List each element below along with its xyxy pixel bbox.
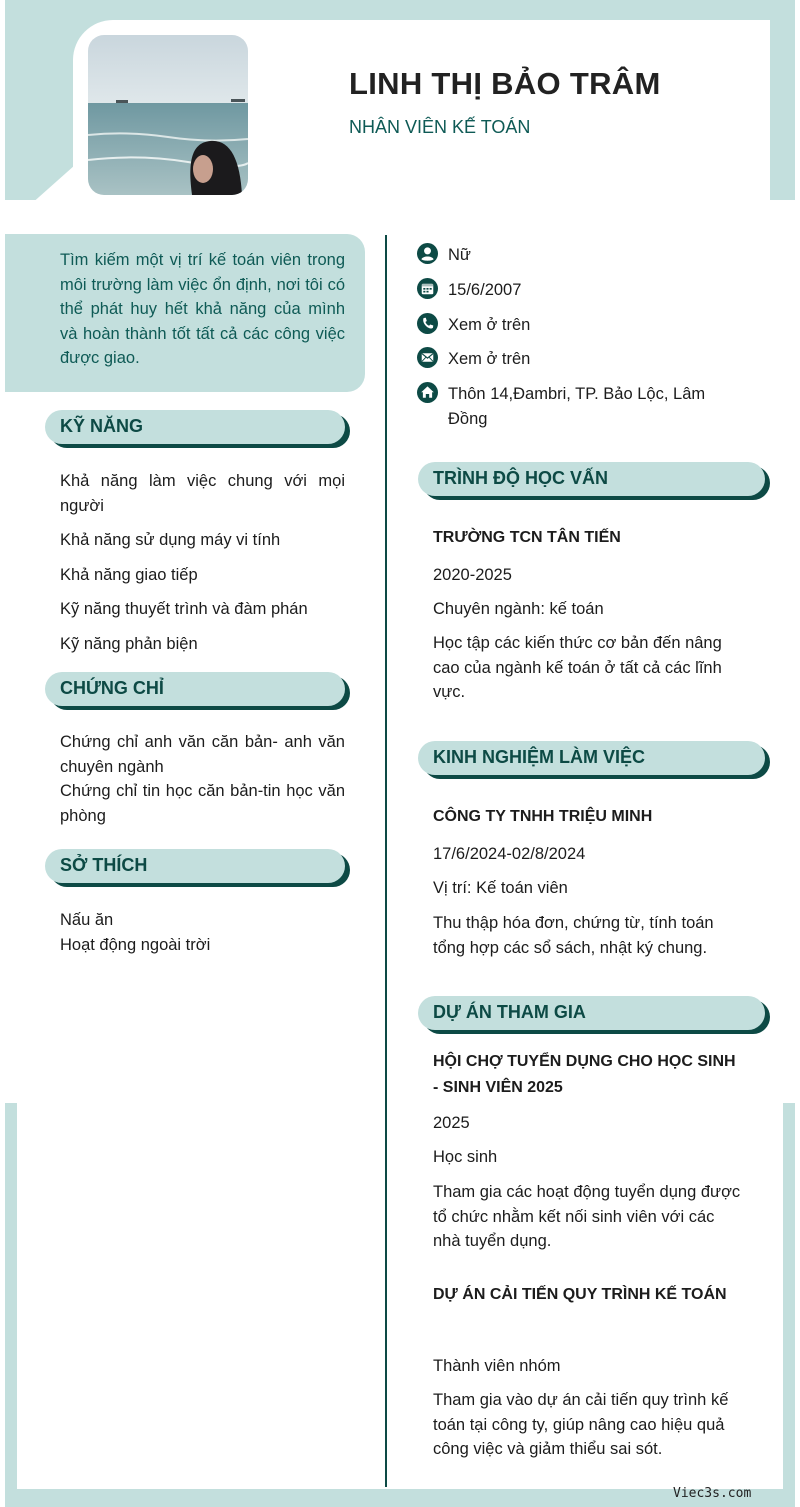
contact-birthday: 15/6/2007 [417, 278, 747, 303]
profile-photo [88, 35, 248, 195]
project-role: Học sinh [433, 1148, 498, 1166]
contact-email: Xem ở trên [417, 347, 747, 372]
education-heading: TRÌNH ĐỘ HỌC VẤN [418, 462, 765, 496]
education-period: 2020-2025 [433, 566, 512, 584]
contact-gender: Nữ [417, 243, 747, 268]
calendar-icon [417, 278, 438, 299]
experience-heading: KINH NGHIỆM LÀM VIỆC [418, 741, 765, 775]
right-border-strip [783, 1103, 795, 1507]
project-description: Tham gia các hoạt động tuyển dụng được tổ chức nhằm kết nối sinh viên với các nhà tuyển dụng. [433, 1183, 741, 1250]
list-item: Hoạt động ngoài trời [60, 935, 211, 954]
project-role: Thành viên nhóm [433, 1357, 561, 1375]
project-description: Tham gia vào dự án cải tiến quy trình kế toán tại công ty, giúp nâng cao hiệu quả công việc và giảm thiểu sai sót. [433, 1391, 729, 1458]
left-border-strip [5, 1103, 17, 1507]
project-name: DỰ ÁN CẢI TIẾN QUY TRÌNH KẾ TOÁN [433, 1286, 727, 1303]
skills-list [60, 469, 345, 656]
hobbies-heading: SỞ THÍCH [45, 849, 345, 883]
projects-heading: DỰ ÁN THAM GIA [418, 996, 765, 1030]
certificates-heading: CHỨNG CHỈ [45, 672, 345, 706]
hobbies-list [60, 908, 345, 957]
list-item: Khả năng làm việc chung với mọi người [60, 472, 345, 515]
project-name: HỘI CHỢ TUYỂN DỤNG CHO HỌC SINH - SINH VIÊN 2025 [433, 1053, 736, 1096]
mail-icon [417, 347, 438, 368]
experience-period: 17/6/2024-02/8/2024 [433, 845, 586, 863]
education-major: Chuyên ngành: kế toán [433, 600, 604, 618]
certificates-list [60, 730, 345, 828]
education-school: TRƯỜNG TCN TÂN TIẾN [433, 529, 621, 546]
list-item: Kỹ năng thuyết trình và đàm phán [60, 600, 308, 618]
contact-phone: Xem ở trên [417, 313, 747, 338]
experience-description: Thu thập hóa đơn, chứng từ, tính toán tổng hợp các sổ sách, nhật ký chung. [433, 914, 714, 957]
list-item: Khả năng sử dụng máy vi tính [60, 531, 281, 549]
candidate-name: LINH THỊ BẢO TRÂM [349, 66, 661, 101]
list-item: Khả năng giao tiếp [60, 565, 198, 584]
column-divider [385, 235, 387, 1487]
project-year: 2025 [433, 1114, 470, 1132]
list-item: Chứng chỉ anh văn căn bản- anh văn chuyên ngành [60, 733, 345, 776]
list-item: Chứng chỉ tin học căn bản-tin học văn phòng [60, 782, 345, 825]
career-objective: Tìm kiếm một vị trí kế toán viên trong môi trường làm việc ổn định, nơi tôi có thể phát huy hết khả năng của mình và hoàn thành tốt tất cả các công việc được giao. [5, 234, 365, 392]
user-icon [417, 243, 438, 264]
home-icon [417, 382, 438, 403]
job-title: NHÂN VIÊN KẾ TOÁN [349, 117, 531, 137]
education-description: Học tập các kiến thức cơ bản đến nâng cao của ngành kế toán ở tất cả các lĩnh vực. [433, 634, 722, 701]
phone-icon [417, 313, 438, 334]
watermark: Viec3s.com [673, 1486, 752, 1501]
list-item: Kỹ năng phản biện [60, 634, 198, 653]
skills-heading: KỸ NĂNG [45, 410, 345, 444]
experience-position: Vị trí: Kế toán viên [433, 879, 568, 897]
header-corner-triangle [30, 165, 75, 205]
experience-company: CÔNG TY TNHH TRIỆU MINH [433, 808, 653, 825]
list-item: Nấu ăn [60, 911, 114, 929]
contact-address: Thôn 14,Đambri, TP. Bảo Lộc, Lâm Đồng [417, 382, 747, 431]
